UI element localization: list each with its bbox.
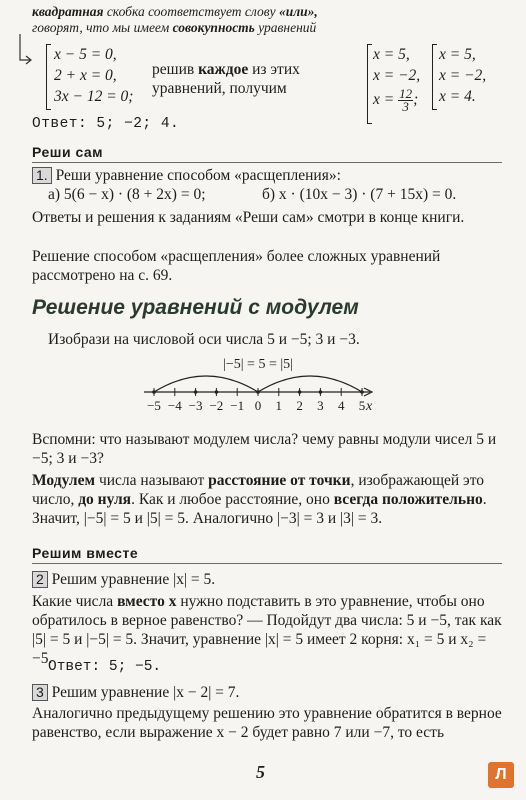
paragraph-remember: Вспомни: что называют модулем числа? чему равны модули чисел 5 и −5; 3 и −3? <box>32 431 497 467</box>
section-divider <box>32 563 502 564</box>
tick-label: −2 <box>209 398 224 413</box>
tick-label: 3 <box>317 398 324 413</box>
square-bracket-2 <box>367 44 372 124</box>
tick-label: −1 <box>230 398 245 413</box>
axis-point <box>256 390 260 394</box>
square-bracket-1 <box>46 44 51 110</box>
fraction-12-3: $\frac{12}{3}$ <box>399 86 413 114</box>
arc-right <box>258 376 362 392</box>
tick-label: −4 <box>167 398 182 413</box>
watermark-logo: Л <box>488 762 514 788</box>
definition-paragraph: Модулем числа называют расстояние от точки, изображающей это число, до нуля. Как и любое расстояние, оно всегда положительно. Значит, |−5| = 5 и |5| = 5. Аналогично |−3| = 3 и |3| = 3. <box>32 472 487 527</box>
axis-point <box>194 390 198 394</box>
equation: 2 + x = 0, <box>54 67 117 84</box>
section-divider <box>32 162 502 163</box>
task-2: 2 Решим уравнение |x| = 5. <box>32 570 215 589</box>
task-3-explanation: Аналогично предыдущему решению это уравнение обратится в верное равенство, если выражение x − 2 будет равно 7 или −7, то есть <box>32 705 502 741</box>
tick-label: −3 <box>188 398 203 413</box>
task-1-item-b: б) x · (10x − 3) · (7 + 15x) = 0. <box>262 186 457 203</box>
paragraph-answers-note: Ответы и решения к заданиям «Реши сам» смотри в конце книги. <box>32 209 465 226</box>
axis-point <box>152 390 156 394</box>
equation: 3x − 12 = 0; <box>54 88 134 105</box>
pointer-arrow-icon <box>14 34 34 74</box>
section-heading-solve-together: Решим вместе <box>32 545 139 561</box>
tick-label: 2 <box>296 398 303 413</box>
square-bracket-3 <box>432 44 437 110</box>
number-line-figure <box>140 352 380 416</box>
section-title: Решение уравнений с модулем <box>32 296 359 319</box>
axis-point <box>319 390 323 394</box>
task-3: 3 Решим уравнение |x − 2| = 7. <box>32 683 239 702</box>
equation-list-1 <box>54 44 133 107</box>
answer-1: Ответ: 5; −2; 4. <box>32 116 180 132</box>
axis-variable: x <box>366 399 373 414</box>
axis-point <box>298 390 302 394</box>
result-list-a: x = 5, x = −2, x = $\frac{12}{3}$ ; <box>373 46 421 114</box>
task-1-item-a: а) 5(6 − x) · (8 + 2x) = 0; <box>48 186 206 203</box>
tick-label: 1 <box>275 398 283 413</box>
task-number-badge: 2 <box>32 571 48 588</box>
paragraph-more-complex: Решение способом «расщепления» более сложных уравнений рассмотрено на с. 69. <box>32 248 441 284</box>
note-line-2: говорят, что мы имеем совокупность уравнений <box>32 20 317 35</box>
task-number-badge: 3 <box>32 684 48 701</box>
page-number: 5 <box>256 762 265 782</box>
tick-label: 5 <box>358 398 366 413</box>
task-number-badge: 1. <box>32 167 52 184</box>
tick-label: 0 <box>254 398 262 413</box>
task-2-explanation: Какие числа вместо x нужно подставить в это уравнение, чтобы оно обратилось в верное равенство? — Подойдут два числа: 5 и −5, так как |5| = 5 и |−5| = 5. Значит, уравнение |x| = 5 имеет 2 корня: x₁ = 5 и x₂ = −5. <box>32 593 502 667</box>
equation: x − 5 = 0, <box>54 46 117 63</box>
axis-point <box>215 390 219 394</box>
number-line-intro: Изобрази на числовой оси числа 5 и −5; 3 и −3. <box>48 331 360 348</box>
tick-label: 4 <box>337 398 345 413</box>
result-list-b: x = 5, x = −2, x = 4. <box>439 46 487 105</box>
axis-point <box>360 390 364 394</box>
solving-caption: решив каждое из этих уравнений, получим <box>152 61 300 97</box>
modulus-label: |−5| = 5 = |5| <box>223 357 293 372</box>
note-text <box>32 4 492 36</box>
note-line-1: квадратная скобка соответствует слову «или», <box>32 4 318 19</box>
arc-left <box>154 376 258 392</box>
task-1: 1. Реши уравнение способом «расщепления»: <box>32 166 502 185</box>
tick-label: −5 <box>147 398 161 413</box>
answer-2: Ответ: 5; −5. <box>48 659 162 675</box>
section-heading-solve-yourself: Реши сам <box>32 144 104 160</box>
